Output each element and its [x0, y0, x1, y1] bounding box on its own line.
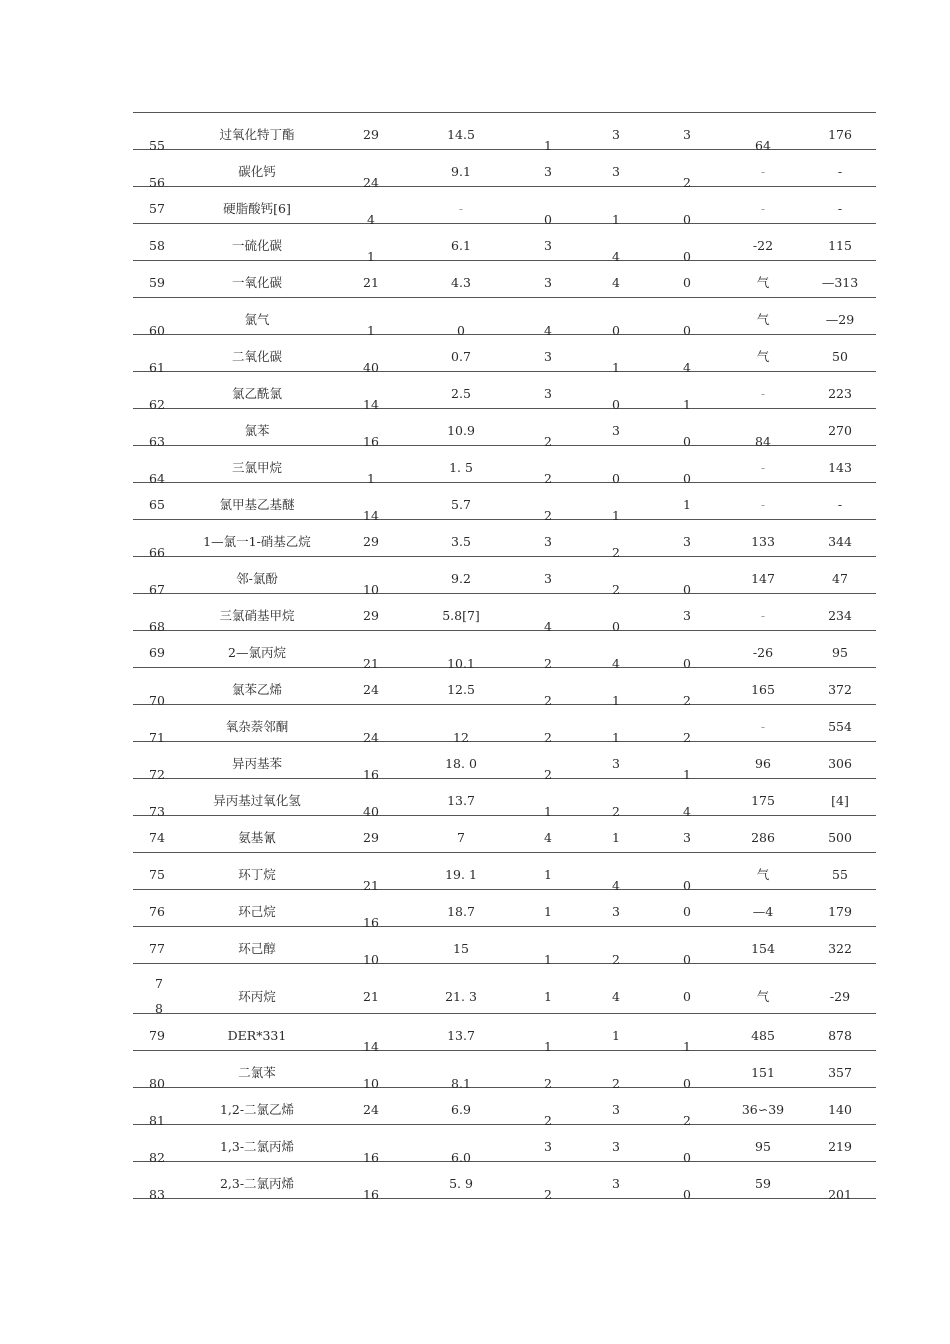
table-row	[133, 150, 876, 190]
col-4-value: 3	[612, 1102, 620, 1117]
row-number: 65	[149, 497, 165, 512]
col-5-value: 1	[683, 497, 691, 512]
table-row	[133, 705, 876, 745]
col-1-value: 40	[363, 360, 379, 375]
col-3-value: 2	[544, 1076, 552, 1091]
col-5-value: 1	[683, 1039, 691, 1054]
row-number: 56	[149, 175, 165, 190]
col-5-value: 0	[683, 656, 691, 671]
substance-name: 氯苯乙烯	[231, 682, 283, 697]
col-6-value: 133	[751, 534, 775, 549]
col-3-value: 0	[544, 212, 552, 227]
col-1-value: 10	[363, 582, 379, 597]
row-number: 83	[149, 1187, 165, 1202]
row-number: 61	[149, 360, 165, 375]
substance-name: 2,3-二氯丙烯	[219, 1176, 295, 1191]
col-1-value: 24	[363, 1102, 379, 1117]
col-1-value: 16	[363, 915, 379, 930]
substance-name: 1—氯一1-硝基乙烷	[203, 534, 311, 549]
substance-name: 三氯甲烷	[231, 460, 283, 475]
col-7-value: -	[837, 497, 843, 512]
col-3-value: 1	[544, 867, 552, 882]
col-7-value: 357	[828, 1065, 852, 1080]
col-1-value: 1	[367, 323, 375, 338]
col-6-value: 64	[755, 138, 771, 153]
row-number: 68	[149, 619, 165, 634]
col-2-value: 6.0	[451, 1150, 471, 1165]
col-1-value: 21	[363, 878, 379, 893]
col-6-value: 气	[756, 275, 770, 290]
col-4-value: 1	[612, 730, 620, 745]
col-3-value: 1	[544, 952, 552, 967]
col-3-value: 4	[544, 619, 552, 634]
substance-name: 过氧化特丁酯	[219, 127, 295, 142]
col-1-value: 10	[363, 952, 379, 967]
col-7-value: 176	[828, 127, 852, 142]
row-number: 69	[149, 645, 165, 660]
row-number: 81	[149, 1113, 165, 1128]
col-1-value: 14	[363, 1039, 379, 1054]
table-row	[133, 1125, 876, 1165]
col-5-value: 3	[683, 127, 691, 142]
col-1-value: 21	[363, 989, 379, 1004]
col-2-value: 4.3	[451, 275, 471, 290]
col-2-value: 0	[457, 323, 465, 338]
row-number: 57	[149, 201, 165, 216]
table-row	[133, 335, 876, 375]
col-7-value: 878	[828, 1028, 852, 1043]
substance-name: 一硫化碳	[231, 238, 283, 253]
table-row	[133, 779, 876, 819]
col-4-value: 4	[612, 878, 620, 893]
col-1-value: 40	[363, 804, 379, 819]
table-row	[133, 594, 876, 634]
row-number: 60	[149, 323, 165, 338]
substance-name: 异丙基过氧化氢	[213, 793, 301, 808]
col-4-value: 0	[612, 471, 620, 486]
row-number: 59	[149, 275, 165, 290]
row-number-part: 7	[155, 976, 163, 991]
col-4-value: 1	[612, 1028, 620, 1043]
col-7-value: -29	[829, 989, 851, 1004]
col-3-value: 2	[544, 656, 552, 671]
substance-name: 氯气	[244, 312, 270, 327]
col-3-value: 1	[544, 804, 552, 819]
col-6-value: -26	[752, 645, 774, 660]
col-4-value: 1	[612, 212, 620, 227]
substance-name: 二氧化碳	[231, 349, 283, 364]
col-5-value: 4	[683, 360, 691, 375]
substance-name: 邻-氯酚	[236, 571, 278, 586]
table-row	[133, 927, 876, 967]
col-7-value: —29	[825, 312, 855, 327]
col-5-value: 0	[683, 1076, 691, 1091]
col-4-value: 2	[612, 804, 620, 819]
col-2-value: 1. 5	[449, 460, 473, 475]
col-3-value: 2	[544, 730, 552, 745]
table-row	[133, 409, 876, 449]
col-1-value: 24	[363, 730, 379, 745]
table-row	[133, 1014, 876, 1054]
col-7-value: 201	[828, 1187, 852, 1202]
table-row	[133, 1088, 876, 1128]
col-3-value: 3	[544, 275, 552, 290]
col-7-value: 372	[828, 682, 852, 697]
table-row	[133, 261, 876, 298]
col-3-value: 2	[544, 471, 552, 486]
row-number: 76	[149, 904, 165, 919]
col-2-value: 13.7	[447, 1028, 475, 1043]
col-4-value: 0	[612, 323, 620, 338]
col-5-value: 0	[683, 582, 691, 597]
row-number: 80	[149, 1076, 165, 1091]
col-2-value: 21. 3	[445, 989, 477, 1004]
substance-name: 一氧化碳	[231, 275, 283, 290]
col-1-value: 1	[367, 249, 375, 264]
col-3-value: 3	[544, 534, 552, 549]
row-number-part: 8	[155, 1001, 163, 1016]
col-6-value: -	[760, 164, 766, 179]
col-3-value: 3	[544, 238, 552, 253]
col-2-value: 7	[457, 830, 465, 845]
col-5-value: 2	[683, 175, 691, 190]
col-3-value: 4	[544, 323, 552, 338]
col-2-value: 13.7	[447, 793, 475, 808]
col-3-value: 3	[544, 164, 552, 179]
col-3-value: 2	[544, 693, 552, 708]
table-row	[133, 853, 876, 893]
col-2-value: 18.7	[447, 904, 475, 919]
col-6-value: 59	[755, 1176, 771, 1191]
col-2-value: 0.7	[451, 349, 471, 364]
col-6-value: 485	[751, 1028, 775, 1043]
col-6-value: 165	[751, 682, 775, 697]
col-1-value: 4	[367, 212, 375, 227]
col-5-value: 0	[683, 904, 691, 919]
col-3-value: 1	[544, 989, 552, 1004]
col-6-value: 286	[751, 830, 775, 845]
row-number: 70	[149, 693, 165, 708]
col-3-value: 1	[544, 904, 552, 919]
table-row	[133, 890, 876, 930]
col-5-value: 0	[683, 249, 691, 264]
col-2-value: 9.2	[451, 571, 471, 586]
col-1-value: 29	[363, 127, 379, 142]
substance-name: 环己醇	[238, 941, 276, 956]
col-2-value: 3.5	[451, 534, 471, 549]
substance-name: 氧杂萘邻酮	[225, 719, 289, 734]
col-2-value: 5.8[7]	[442, 608, 480, 623]
row-number: 64	[149, 471, 165, 486]
substance-name: 环己烷	[238, 904, 276, 919]
row-number: 58	[149, 238, 165, 253]
col-5-value: 0	[683, 989, 691, 1004]
col-5-value: 2	[683, 693, 691, 708]
col-2-value: 2.5	[451, 386, 471, 401]
substance-name: 氯甲基乙基醚	[219, 497, 295, 512]
substance-name: 硬脂酸钙[6]	[223, 201, 291, 216]
col-7-value: 115	[828, 238, 852, 253]
col-6-value: 84	[755, 434, 771, 449]
col-2-value: 14.5	[447, 127, 475, 142]
col-7-value: 50	[832, 349, 848, 364]
col-5-value: 0	[683, 434, 691, 449]
row-number: 55	[149, 138, 165, 153]
col-6-value: -	[760, 719, 766, 734]
col-4-value: 4	[612, 989, 620, 1004]
table-row	[133, 1051, 876, 1091]
row-number: 63	[149, 434, 165, 449]
col-3-value: 3	[544, 386, 552, 401]
col-7-value: 179	[828, 904, 852, 919]
col-4-value: 1	[612, 830, 620, 845]
col-5-value: 0	[683, 1150, 691, 1165]
col-3-value: 2	[544, 767, 552, 782]
table-row	[133, 113, 876, 153]
col-2-value: 9.1	[451, 164, 471, 179]
col-6-value: -	[760, 201, 766, 216]
col-7-value: 500	[828, 830, 852, 845]
col-2-value: 15	[453, 941, 469, 956]
table-row	[133, 446, 876, 486]
col-5-value: 0	[683, 1187, 691, 1202]
table-row	[133, 520, 876, 560]
col-7-value: 322	[828, 941, 852, 956]
col-4-value: 0	[612, 397, 620, 412]
col-1-value: 24	[363, 175, 379, 190]
col-1-value: 16	[363, 1150, 379, 1165]
col-7-value: 554	[828, 719, 852, 734]
col-2-value: 10.1	[447, 656, 475, 671]
col-5-value: 0	[683, 275, 691, 290]
row-number: 72	[149, 767, 165, 782]
col-1-value: 16	[363, 767, 379, 782]
row-number: 74	[149, 830, 165, 845]
col-5-value: 0	[683, 212, 691, 227]
col-2-value: 12	[453, 730, 469, 745]
col-2-value: 5. 9	[449, 1176, 473, 1191]
col-4-value: 4	[612, 656, 620, 671]
col-7-value: 219	[828, 1139, 852, 1154]
col-7-value: [4]	[831, 793, 849, 808]
col-1-value: 29	[363, 830, 379, 845]
substance-name: 氨基氰	[238, 830, 276, 845]
table-row	[133, 816, 876, 853]
row-number: 79	[149, 1028, 165, 1043]
col-5-value: 2	[683, 730, 691, 745]
col-4-value: 1	[612, 508, 620, 523]
row-number: 62	[149, 397, 165, 412]
col-4-value: 1	[612, 693, 620, 708]
col-1-value: 10	[363, 1076, 379, 1091]
col-3-value: 1	[544, 138, 552, 153]
table-row	[133, 483, 876, 523]
substance-name: 1,3-二氯丙烯	[219, 1139, 295, 1154]
col-6-value: -	[760, 386, 766, 401]
col-5-value: 0	[683, 878, 691, 893]
col-4-value: 2	[612, 952, 620, 967]
col-5-value: 3	[683, 534, 691, 549]
row-number: 77	[149, 941, 165, 956]
substance-name: 1,2-二氯乙烯	[219, 1102, 295, 1117]
substance-name: 氯乙酰氯	[231, 386, 283, 401]
table-row	[133, 224, 876, 264]
col-5-value: 0	[683, 323, 691, 338]
row-number: 67	[149, 582, 165, 597]
col-3-value: 3	[544, 349, 552, 364]
col-2-value: 18. 0	[445, 756, 477, 771]
substance-name: 环丙烷	[238, 989, 276, 1004]
col-7-value: -	[837, 164, 843, 179]
col-3-value: 3	[544, 1139, 552, 1154]
col-6-value: -	[760, 497, 766, 512]
col-5-value: 1	[683, 767, 691, 782]
col-5-value: 0	[683, 471, 691, 486]
table-row	[133, 557, 876, 597]
substance-name: 2—氯丙烷	[228, 645, 286, 660]
col-4-value: 3	[612, 423, 620, 438]
table-row	[133, 742, 876, 782]
col-2-value: 19. 1	[445, 867, 477, 882]
substance-name: 碳化钙	[238, 164, 276, 179]
col-5-value: 2	[683, 1113, 691, 1128]
col-4-value: 2	[612, 545, 620, 560]
table-row	[133, 372, 876, 412]
col-7-value: 223	[828, 386, 852, 401]
col-4-value: 3	[612, 164, 620, 179]
col-2-value: 6.9	[451, 1102, 471, 1117]
col-7-value: 140	[828, 1102, 852, 1117]
col-1-value: 16	[363, 434, 379, 449]
col-5-value: 0	[683, 952, 691, 967]
col-6-value: 147	[751, 571, 775, 586]
col-4-value: 3	[612, 127, 620, 142]
col-3-value: 4	[544, 830, 552, 845]
col-6-value: 95	[755, 1139, 771, 1154]
col-7-value: -	[837, 201, 843, 216]
col-4-value: 3	[612, 756, 620, 771]
col-4-value: 1	[612, 360, 620, 375]
col-6-value: -22	[752, 238, 774, 253]
col-3-value: 2	[544, 1113, 552, 1128]
substance-name: 三氯硝基甲烷	[219, 608, 295, 623]
col-5-value: 3	[683, 830, 691, 845]
substance-name: 二氯苯	[238, 1065, 276, 1080]
col-1-value: 29	[363, 608, 379, 623]
col-2-value: 8.1	[451, 1076, 471, 1091]
col-6-value: 175	[751, 793, 775, 808]
row-number: 66	[149, 545, 165, 560]
col-6-value: -	[760, 608, 766, 623]
substance-name: 异丙基苯	[231, 756, 283, 771]
col-1-value: 24	[363, 682, 379, 697]
col-4-value: 0	[612, 619, 620, 634]
table-row	[133, 187, 876, 227]
col-7-value: 270	[828, 423, 852, 438]
substance-name: 氯苯	[244, 423, 270, 438]
col-7-value: —313	[821, 275, 859, 290]
col-1-value: 21	[363, 275, 379, 290]
col-4-value: 3	[612, 1176, 620, 1191]
col-4-value: 2	[612, 1076, 620, 1091]
col-3-value: 2	[544, 1187, 552, 1202]
chemical-hazard-table	[133, 112, 876, 1202]
table-row	[133, 668, 876, 708]
col-7-value: 143	[828, 460, 852, 475]
col-3-value: 3	[544, 571, 552, 586]
col-1-value: 16	[363, 1187, 379, 1202]
col-4-value: 3	[612, 1139, 620, 1154]
col-7-value: 55	[832, 867, 848, 882]
col-1-value: 21	[363, 656, 379, 671]
col-2-value: 6.1	[451, 238, 471, 253]
col-4-value: 4	[612, 275, 620, 290]
col-6-value: 96	[755, 756, 771, 771]
table-row	[133, 298, 876, 338]
col-2-value: 10.9	[447, 423, 475, 438]
row-number: 82	[149, 1150, 165, 1165]
col-2-value: 12.5	[447, 682, 475, 697]
col-6-value: 154	[751, 941, 775, 956]
col-3-value: 2	[544, 508, 552, 523]
table-row	[133, 964, 876, 1014]
col-6-value: 36∽39	[741, 1102, 785, 1117]
table-row	[133, 1162, 876, 1202]
col-1-value: 14	[363, 508, 379, 523]
col-6-value: -	[760, 460, 766, 475]
table-row	[133, 631, 876, 671]
row-number: 75	[149, 867, 165, 882]
col-4-value: 2	[612, 582, 620, 597]
col-6-value: —4	[752, 904, 774, 919]
col-6-value: 气	[756, 349, 770, 364]
col-7-value: 234	[828, 608, 852, 623]
col-4-value: 3	[612, 904, 620, 919]
col-7-value: 47	[832, 571, 848, 586]
col-6-value: 气	[756, 867, 770, 882]
col-7-value: 95	[832, 645, 848, 660]
col-1-value: 29	[363, 534, 379, 549]
row-number: 71	[149, 730, 165, 745]
col-5-value: 4	[683, 804, 691, 819]
row-number: 73	[149, 804, 165, 819]
col-5-value: 3	[683, 608, 691, 623]
col-6-value: 151	[751, 1065, 775, 1080]
col-6-value: 气	[756, 312, 770, 327]
col-5-value: 1	[683, 397, 691, 412]
col-2-value: -	[458, 201, 464, 216]
col-7-value: 306	[828, 756, 852, 771]
col-6-value: 气	[756, 989, 770, 1004]
col-2-value: 5.7	[451, 497, 471, 512]
substance-name: 环丁烷	[238, 867, 276, 882]
col-1-value: 1	[367, 471, 375, 486]
col-4-value: 4	[612, 249, 620, 264]
col-7-value: 344	[828, 534, 852, 549]
substance-name: DER*331	[227, 1028, 287, 1043]
col-1-value: 14	[363, 397, 379, 412]
col-3-value: 1	[544, 1039, 552, 1054]
col-3-value: 2	[544, 434, 552, 449]
